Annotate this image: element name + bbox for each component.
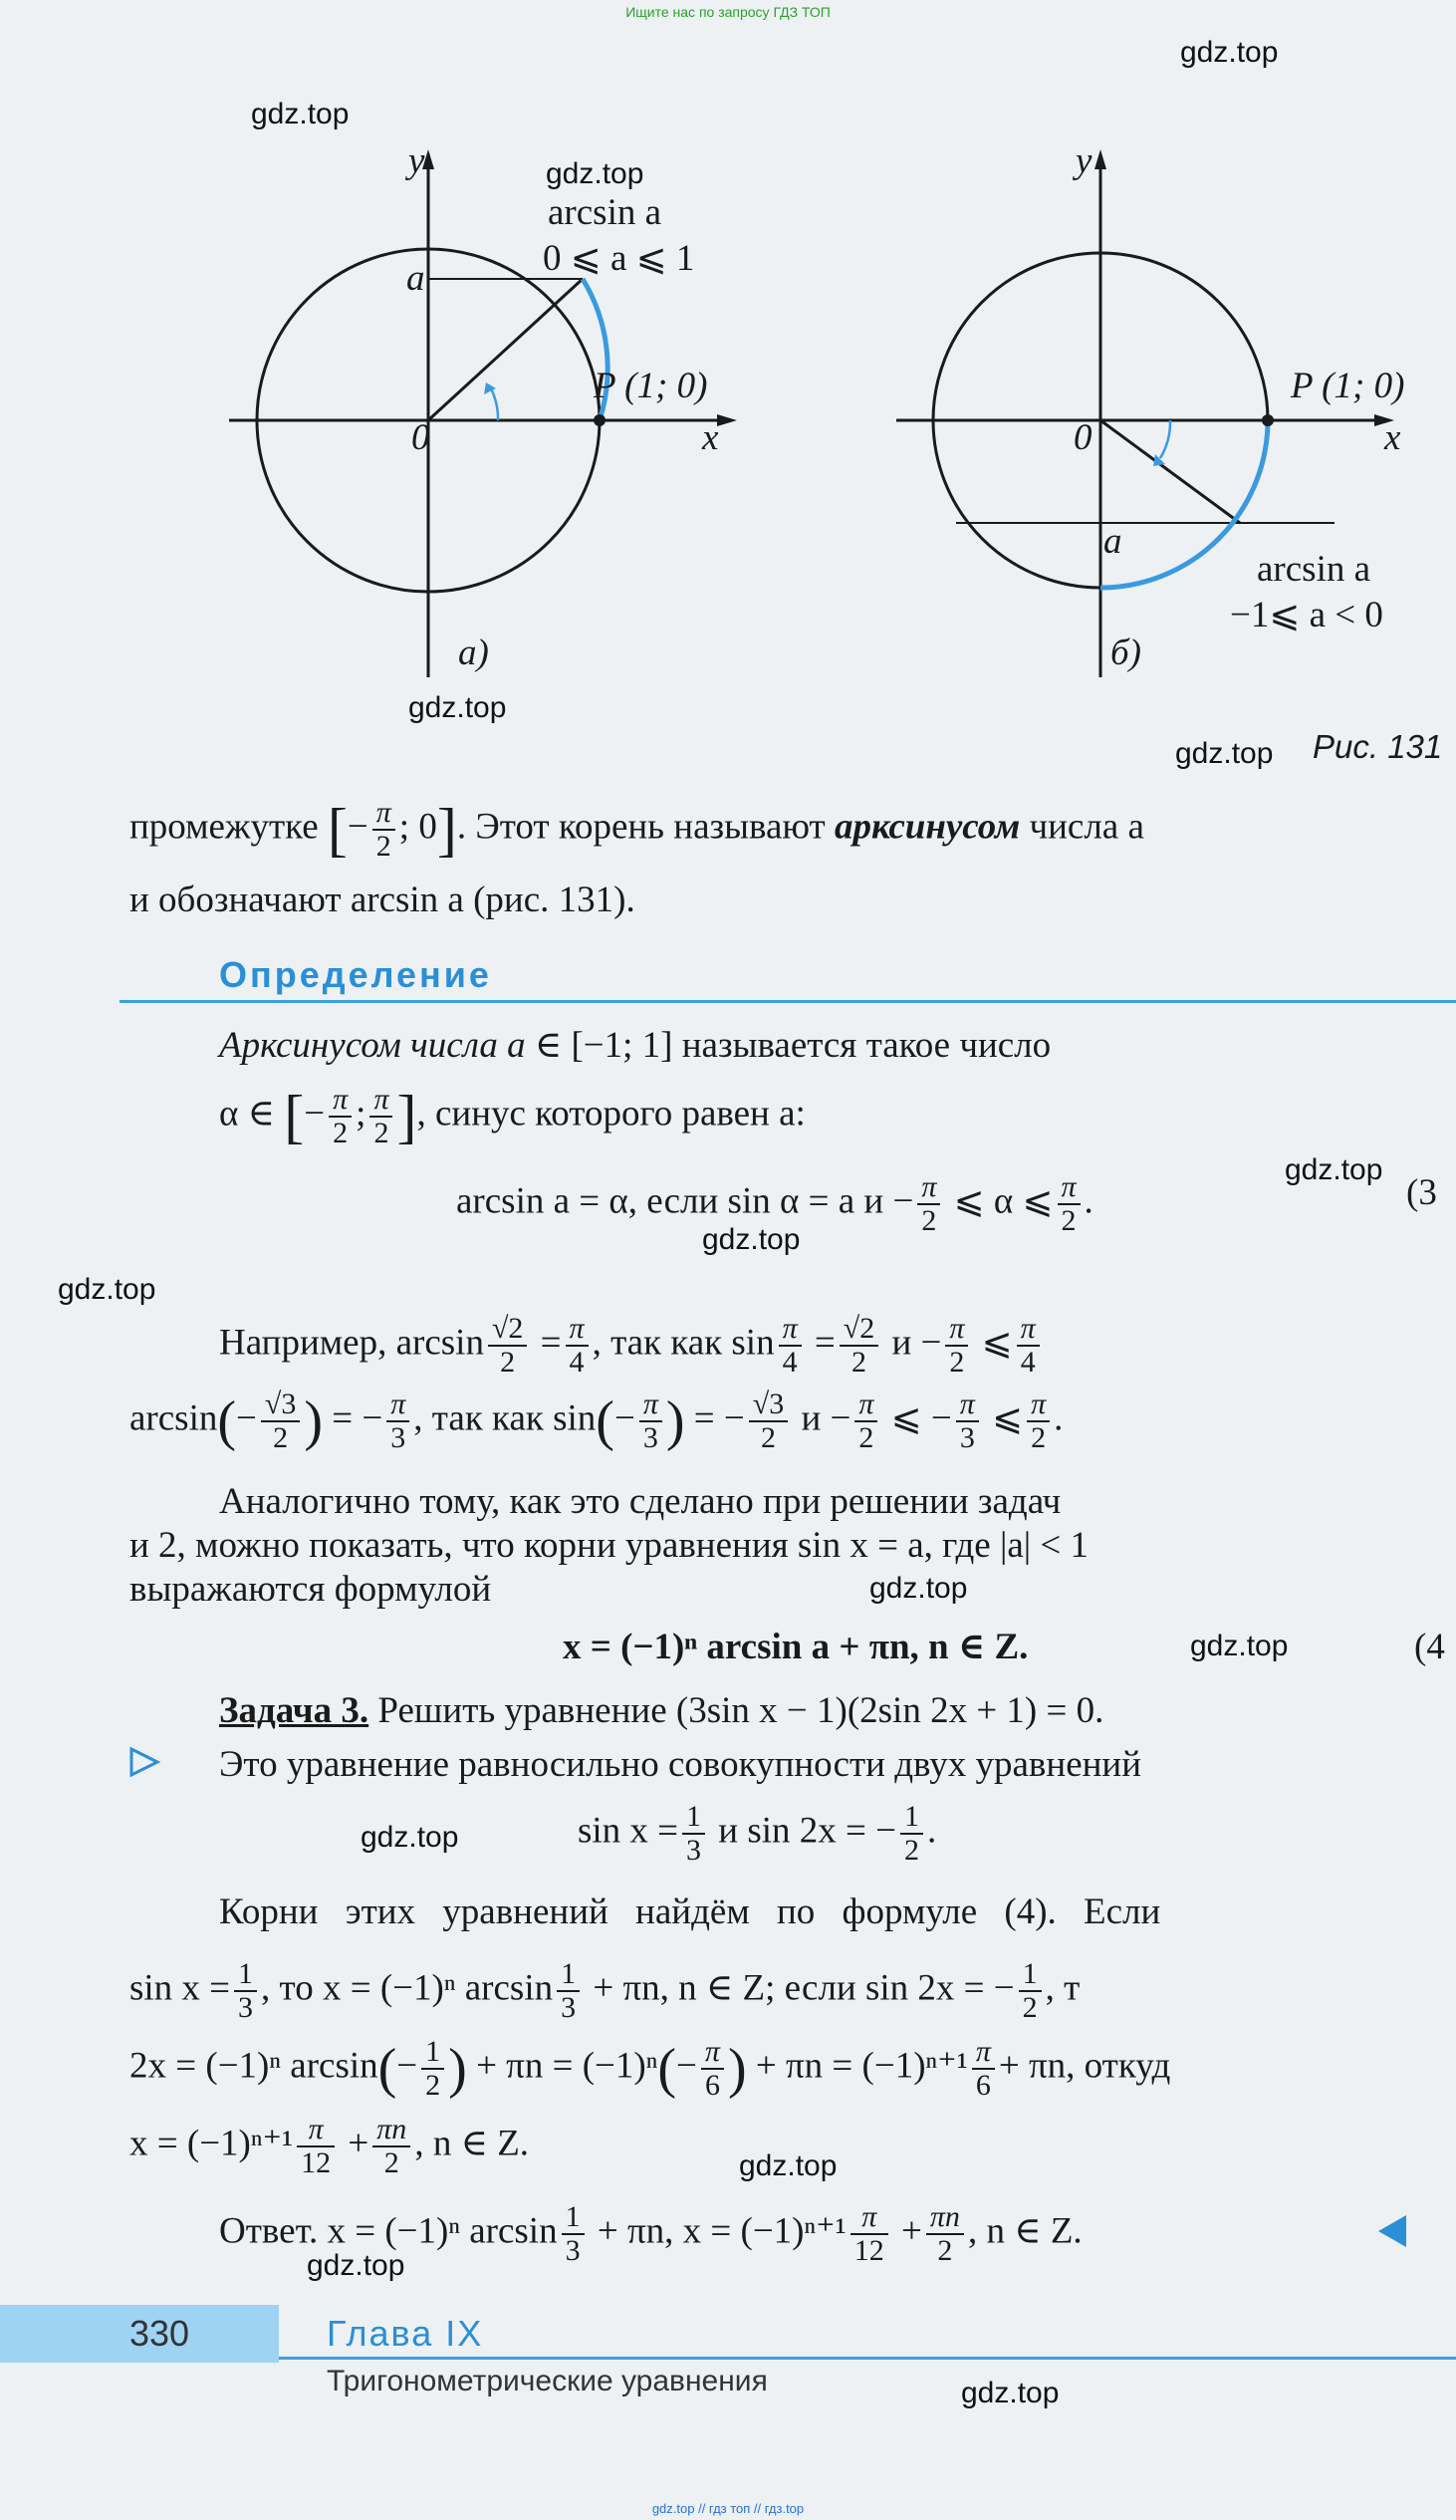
example-line-2: arcsin(− $\frac{√3}{2}$ ) = − $\frac{\pi}{3}$ , так как sin(− $\frac{\pi}{3}$ ) = − $\frac{√3}{2}$ и − $\frac{\pi}{2}$ ⩽ − $\frac{\pi}{3}$ ⩽ $\frac{\pi}{2}$ . <box>129 1387 1064 1454</box>
watermark: gdz.top <box>1175 737 1274 770</box>
figure-b-arc <box>1100 420 1268 588</box>
figure-a <box>199 139 757 697</box>
definition-sine-text: синус которого равен a: <box>434 1093 806 1134</box>
watermark: gdz.top <box>361 1821 459 1854</box>
figure-a-condition: 0 ⩽ a ⩽ 1 <box>543 238 695 279</box>
figure-b-panel-label: б) <box>1110 632 1141 673</box>
watermark: gdz.top <box>307 2249 405 2282</box>
watermark: gdz.top <box>869 1572 968 1605</box>
formula-number-4: (4 <box>1414 1627 1445 1667</box>
fraction-1-3: $\frac{1}{3}$ <box>557 1958 580 2024</box>
fraction-1-2: $\frac{1}{2}$ <box>1019 1958 1042 2024</box>
definition-alpha: α ∈ <box>219 1093 276 1134</box>
fraction-pin-2: $\frac{\pi n}{2}$ <box>372 2114 410 2179</box>
fraction-1-3: $\frac{1}{3}$ <box>682 1801 705 1867</box>
figure-b-y-label: y <box>1076 140 1092 181</box>
figure-a-a-label: a <box>406 258 425 299</box>
fraction-pi-2: $\frac{\pi}{2}$ <box>369 1084 392 1149</box>
definition-line-1 <box>219 1024 1051 1068</box>
fraction-1-3: $\frac{1}{3}$ <box>234 1958 257 2024</box>
fraction-pi-6: $\frac{\pi}{6}$ <box>972 2036 995 2102</box>
watermark: gdz.top <box>739 2149 838 2182</box>
fraction-pi-12: $\frac{\pi}{12}$ <box>297 2114 335 2179</box>
interval-minus: − <box>347 806 368 848</box>
chapter-subtitle: Тригонометрические уравнения <box>327 2365 768 2397</box>
formula-text: arcsin a = α, если sin α = a и − <box>456 1180 914 1222</box>
figure-a-origin: 0 <box>411 417 430 458</box>
fraction-pi-4: $\frac{\pi}{4}$ <box>1017 1313 1040 1379</box>
footer-links[interactable]: gdz.top // гдз топ // гдз.top <box>651 2501 805 2516</box>
watermark: gdz.top <box>251 98 350 130</box>
intro-line-2: и обозначают arcsin a (рис. 131). <box>129 880 635 920</box>
footer-rule <box>279 2357 1456 2360</box>
fraction-1-2: $\frac{1}{2}$ <box>421 2036 444 2102</box>
intro-text: промежутке <box>129 806 319 848</box>
figure-b-x-label: x <box>1384 417 1401 458</box>
formula-number-3: (3 <box>1406 1172 1437 1213</box>
chapter-title: Глава IX <box>327 2313 484 2354</box>
figure-a-radius <box>428 279 583 420</box>
fraction-pi-2: $\frac{\pi}{2}$ <box>854 1388 877 1454</box>
fraction-pin-2: $\frac{\pi n}{2}$ <box>926 2201 964 2267</box>
task3-statement: Решить уравнение (3sin x − 1)(2sin 2x + 1) = 0. <box>377 1690 1104 1731</box>
watermark: gdz.top <box>1190 1630 1289 1662</box>
fraction-sqrt2-2: $\frac{√2}{2}$ <box>840 1313 878 1379</box>
page-number: 330 <box>129 2313 190 2354</box>
watermark: gdz.top <box>961 2377 1060 2409</box>
task3-heading <box>219 1689 1103 1733</box>
task3-line-5: 2x = (−1)ⁿ arcsin(− $\frac{1}{2}$ ) + πn = (−1)ⁿ(− $\frac{\pi}{6}$ ) + πn = (−1)ⁿ⁺¹ $\frac{\pi}{6}$ + πn, откуд <box>129 2035 1171 2102</box>
general-formula-4: x = (−1)ⁿ arcsin a + πn, n ∈ Z. <box>563 1627 1029 1667</box>
fraction-sqrt2-2: $\frac{√2}{2}$ <box>488 1313 527 1379</box>
interval-bracket-close: ] <box>436 797 457 863</box>
watermark: gdz.top <box>1180 36 1279 69</box>
fraction-sqrt3-2: $\frac{√3}{2}$ <box>261 1388 300 1454</box>
fraction-pi-2: $\frac{\pi}{2}$ <box>372 797 395 863</box>
analog-line-3: выражаются формулой <box>129 1569 492 1610</box>
intro-text-3: числа а <box>1029 806 1144 848</box>
bleed-through-text <box>149 149 157 183</box>
watermark: gdz.top <box>1285 1153 1383 1186</box>
figure-a-panel-label: а) <box>458 632 489 673</box>
fraction-pi-2: $\frac{\pi}{2}$ <box>1027 1388 1050 1454</box>
figure-a-x-label: x <box>702 417 719 458</box>
figure-b-point-label: P (1; 0) <box>1291 366 1405 406</box>
figure-a-y-label: y <box>408 140 425 181</box>
fraction-pi-2: $\frac{\pi}{2}$ <box>945 1313 968 1379</box>
example-line-1: Например, arcsin $\frac{√2}{2}$ = $\frac{\pi}{4}$ , так как sin $\frac{\pi}{4}$ = $\frac{√2}{2}$ и − $\frac{\pi}{2}$ ⩽ $\frac{\pi}{4}$ <box>219 1313 1044 1379</box>
watermark: gdz.top <box>58 1273 156 1306</box>
figure-a-x-arrow <box>717 414 737 426</box>
intro-text-2: . Этот корень называют <box>456 806 826 848</box>
solution-end-icon <box>1374 2213 1410 2249</box>
figure-b-arc-label: arcsin a <box>1257 549 1371 590</box>
figure-b-condition: −1⩽ a < 0 <box>1230 595 1383 635</box>
header-search-link[interactable]: Ищите нас по запросу ГДЗ ТОП <box>625 4 831 20</box>
task3-line-3: Корни этих уравнений найдём по формуле (4). Если <box>219 1891 1161 1932</box>
fraction-pi-2: $\frac{\pi}{2}$ <box>329 1084 352 1149</box>
def-bracket-close: ] <box>396 1084 417 1149</box>
task3-line-1: Это уравнение равносильно совокупности двух уравнений <box>219 1744 1142 1785</box>
figure-b-a-label: a <box>1103 521 1122 562</box>
definition-rule <box>120 1000 1456 1003</box>
interval-right: ; 0 <box>398 806 437 848</box>
fraction-pi-3: $\frac{\pi}{3}$ <box>956 1388 979 1454</box>
task3-label: Задача 3. <box>219 1690 369 1731</box>
watermark: gdz.top <box>408 691 507 724</box>
figure-b-origin: 0 <box>1074 417 1092 458</box>
task3-equations: sin x = $\frac{1}{3}$ и sin 2x = − $\frac{1}{2}$ . <box>578 1800 937 1867</box>
fraction-pi-4: $\frac{\pi}{4}$ <box>779 1313 802 1379</box>
solution-start-icon <box>127 1745 161 1779</box>
definition-title: Определение <box>219 954 492 995</box>
fraction-pi-2: $\frac{\pi}{2}$ <box>1058 1171 1081 1237</box>
watermark: gdz.top <box>546 157 644 190</box>
figure-b-angle-arrow <box>1153 454 1165 466</box>
term-arcsine: арксинусом <box>834 806 1021 848</box>
fraction-1-3: $\frac{1}{3}$ <box>562 2201 585 2267</box>
analog-line-1: Аналогично тому, как это сделано при решении задач <box>219 1481 1062 1522</box>
fraction-pi-4: $\frac{\pi}{4}$ <box>566 1313 589 1379</box>
figure-a-point-label: P (1; 0) <box>594 366 708 406</box>
definition-formula: arcsin a = α, если sin α = a и − $\frac{\pi}{2}$ ⩽ α ⩽ $\frac{\pi}{2}$ . <box>456 1170 1093 1237</box>
figure-b-y-arrow <box>1094 149 1106 169</box>
fraction-1-2: $\frac{1}{2}$ <box>900 1801 923 1867</box>
watermark: gdz.top <box>702 1223 801 1256</box>
fraction-pi-3: $\frac{\pi}{3}$ <box>386 1388 409 1454</box>
fraction-pi-12: $\frac{\pi}{12}$ <box>850 2201 888 2267</box>
task3-line-6: x = (−1)ⁿ⁺¹ $\frac{\pi}{12}$ + $\frac{\pi n}{2}$ , n ∈ Z. <box>129 2113 530 2179</box>
figure-caption: Рис. 131 <box>1313 728 1443 765</box>
definition-line-2: α ∈ [− $\frac{\pi}{2}$ ; $\frac{\pi}{2}$ ], синус которого равен a: <box>219 1083 806 1149</box>
figure-a-point-p <box>594 414 606 426</box>
analog-line-2: и 2, можно показать, что корни уравнения sin x = a, где |a| < 1 <box>129 1525 1090 1566</box>
fraction-pi-6: $\frac{\pi}{6}$ <box>701 2036 724 2102</box>
figure-a-arc-label: arcsin a <box>548 192 662 233</box>
formula-ineq: ⩽ α ⩽ <box>953 1180 1054 1222</box>
definition-rest: ∈ [−1; 1] называется такое число <box>534 1025 1052 1066</box>
fraction-pi-3: $\frac{\pi}{3}$ <box>639 1388 662 1454</box>
definition-term: Арксинусом числа a <box>219 1025 526 1066</box>
interval-bracket-open: [ <box>327 797 348 863</box>
def-bracket-open: [ <box>284 1084 305 1149</box>
fraction-pi-2: $\frac{\pi}{2}$ <box>917 1171 940 1237</box>
fraction-sqrt3-2: $\frac{√3}{2}$ <box>749 1388 788 1454</box>
task3-line-4: sin x = $\frac{1}{3}$ , то x = (−1)ⁿ arcsin $\frac{1}{3}$ + πn, n ∈ Z; если sin 2x = − $\frac{1}{2}$ , т <box>129 1957 1081 2024</box>
figure-b-point-p <box>1262 414 1274 426</box>
answer-line: Ответ. x = (−1)ⁿ arcsin $\frac{1}{3}$ + πn, x = (−1)ⁿ⁺¹ $\frac{\pi}{12}$ + $\frac{\pi n}{2}$ , n ∈ Z. <box>219 2200 1083 2267</box>
intro-line-1 <box>129 797 1144 863</box>
figure-a-angle-arc <box>491 388 498 420</box>
answer-label: Ответ. <box>219 2210 319 2252</box>
figure-b-angle-arc <box>1160 420 1170 458</box>
